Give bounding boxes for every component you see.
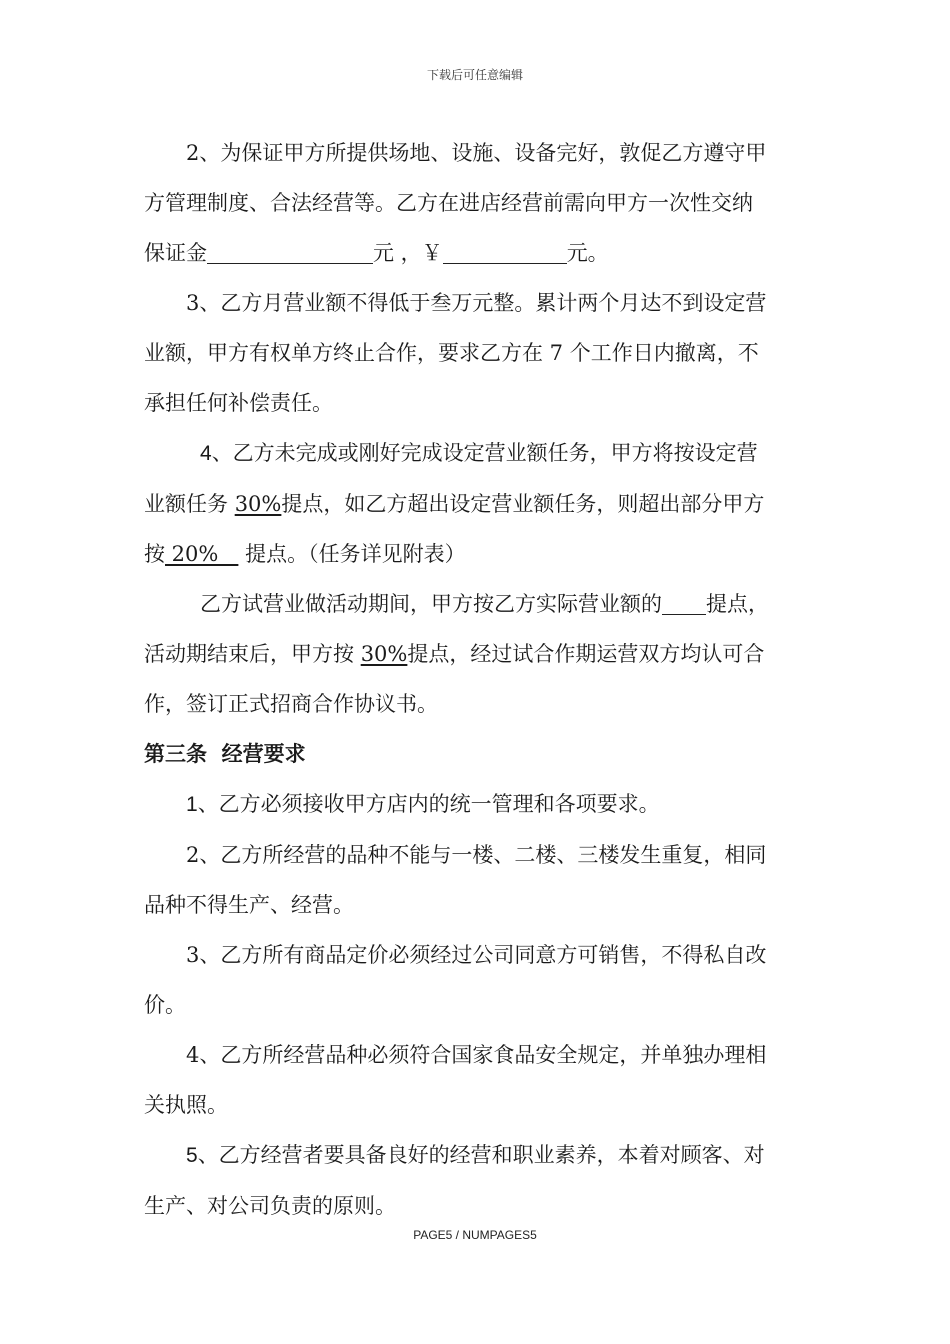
clause-4-text: 、乙方未完成或刚好完成设定营业额任务，甲方将按设定营 <box>211 441 758 465</box>
req-1-number: 1 <box>186 793 198 816</box>
req-3-line-1: 3、乙方所有商品定价必须经过公司同意方可销售，不得私自改 <box>186 943 767 967</box>
deposit-end-label: 元。 <box>566 241 609 265</box>
clause-4-line-3 <box>144 529 808 579</box>
req-4-line-2: 关执照。 <box>144 1093 228 1117</box>
trial-text-d: 提点，经过试合作期运营双方均认可合 <box>407 642 765 666</box>
clause-4-number: 4 <box>200 442 212 465</box>
clause-4-line-1 <box>144 428 808 479</box>
commission-rate-30: 30% <box>234 492 282 516</box>
page-header: 下载后可任意编辑 <box>426 68 523 82</box>
req-3-line-2: 价。 <box>144 993 186 1017</box>
trial-line-2 <box>144 629 808 679</box>
req-4-line-1: 4、乙方所经营品种必须符合国家食品安全规定，并单独办理相 <box>186 1043 767 1067</box>
deposit-label: 保证金 <box>144 241 207 265</box>
req-1-text: 、乙方必须接收甲方店内的统一管理和各项要求。 <box>197 792 660 816</box>
deposit-yuan-label: 元 ，￥ <box>373 241 443 265</box>
req-1-line-1 <box>144 779 808 830</box>
deposit-rmb-blank[interactable] <box>443 241 567 264</box>
trial-line-1 <box>144 579 808 629</box>
deposit-amount-blank[interactable] <box>207 241 373 264</box>
req-5-line-2: 生产、对公司负责的原则。 <box>144 1194 396 1218</box>
clause-4-text-d: 提点。（任务详见附表） <box>238 542 466 566</box>
clause-2-line-3 <box>144 228 808 278</box>
clause-4-text-b: 提点，如乙方超出设定营业额任务，则超出部分甲方 <box>281 492 765 516</box>
clause-4-line-2 <box>144 479 808 529</box>
clause-3-line-3: 承担任何补偿责任。 <box>144 391 333 415</box>
trial-rate-blank[interactable] <box>662 592 706 615</box>
trial-text-c: 活动期结束后，甲方按 <box>144 642 361 666</box>
page-footer: PAGE5 / NUMPAGES5 <box>413 1228 537 1242</box>
req-2-line-2: 品种不得生产、经营。 <box>144 893 354 917</box>
clause-4-text-c: 按 <box>144 542 165 566</box>
req-5-text: 、乙方经营者要具备良好的经营和职业素养，本着对顾客、对 <box>197 1143 765 1167</box>
clause-2-line-2: 方管理制度、合法经营等。乙方在进店经营前需向甲方一次性交纳 <box>144 191 753 215</box>
trial-text-b: 提点， <box>706 592 769 616</box>
req-5-line-1 <box>144 1130 808 1181</box>
trial-line-3: 作，签订正式招商合作协议书。 <box>144 692 438 716</box>
req-5-number: 5 <box>186 1144 198 1167</box>
clause-3-line-1: 3、乙方月营业额不得低于叁万元整。累计两个月达不到设定营 <box>186 291 767 315</box>
trial-rate-30: 30% <box>360 642 408 666</box>
clause-2-line-1: 2、为保证甲方所提供场地、设施、设备完好，敦促乙方遵守甲 <box>186 141 767 165</box>
commission-rate-20: 20% <box>165 542 239 566</box>
req-2-line-1: 2、乙方所经营的品种不能与一楼、二楼、三楼发生重复，相同 <box>186 843 767 867</box>
clause-3-line-2: 业额，甲方有权单方终止合作，要求乙方在 7 个工作日内撤离，不 <box>144 341 759 365</box>
document-body <box>144 128 808 1231</box>
trial-text-a: 乙方试营业做活动期间，甲方按乙方实际营业额的 <box>200 592 662 616</box>
section-heading: 第三条 经营要求 <box>144 741 306 766</box>
clause-4-text-a: 业额任务 <box>144 492 235 516</box>
